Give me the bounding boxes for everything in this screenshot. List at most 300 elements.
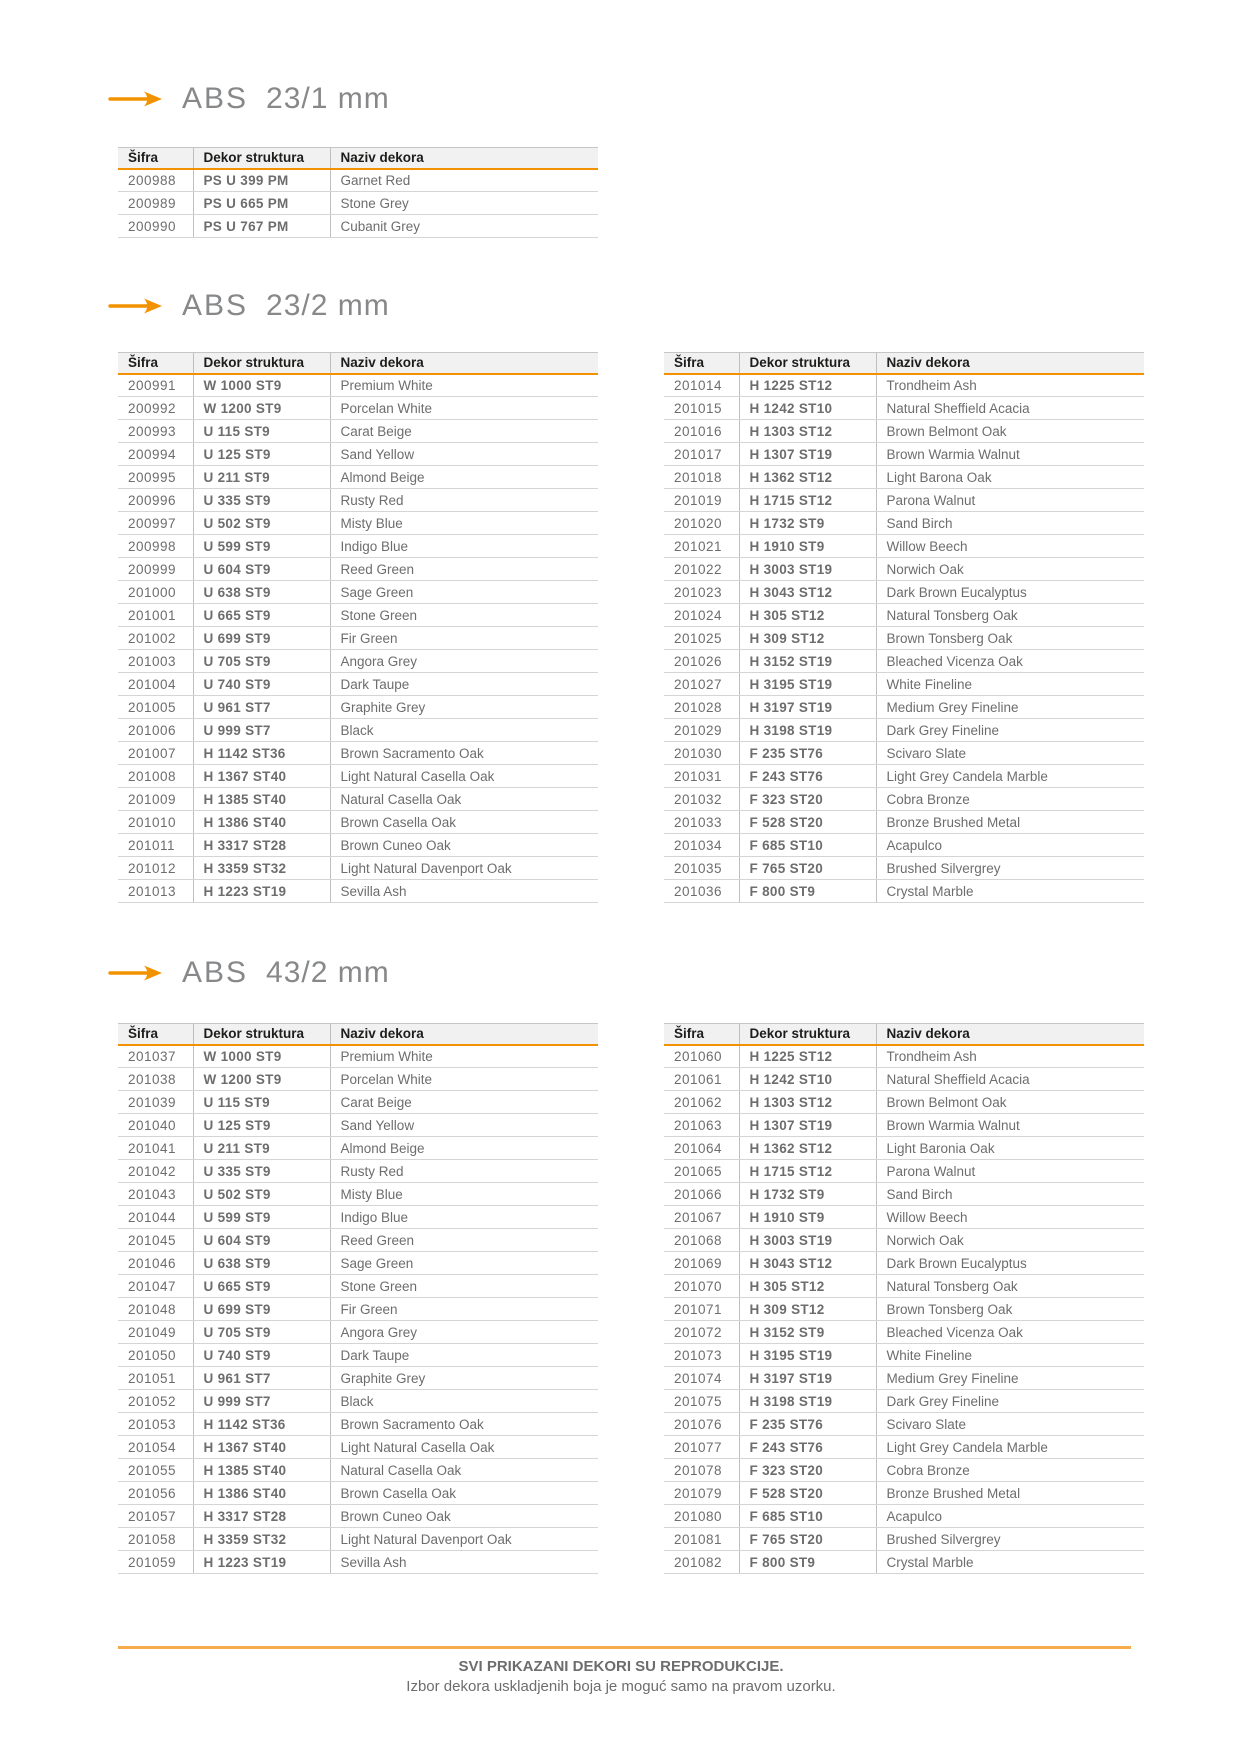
section-abs-43-2-tables [118,1023,1242,1574]
decor-table [664,352,1144,903]
dekor-code-cell: H 1223 ST19 [193,1551,330,1574]
sifra-cell: 201050 [118,1344,193,1367]
sifra-cell: 201001 [118,604,193,627]
dekor-name-cell: Dark Brown Eucalyptus [876,581,1144,604]
sifra-cell: 201020 [664,512,739,535]
sifra-cell: 200991 [118,374,193,397]
table-row [118,1045,598,1068]
dekor-code-cell: H 1715 ST12 [739,1160,876,1183]
section-title-size: 23/1 mm [266,82,390,115]
section-title [182,289,390,323]
dekor-name-cell: Carat Beige [330,420,598,443]
dekor-code-cell: H 305 ST12 [739,604,876,627]
dekor-code-cell: H 3043 ST12 [739,1252,876,1275]
table-row [664,1298,1144,1321]
table-row [664,696,1144,719]
dekor-name-cell: Willow Beech [876,1206,1144,1229]
table-row [118,443,598,466]
table-row [118,535,598,558]
dekor-name-cell: Brown Cuneo Oak [330,834,598,857]
dekor-code-cell: F 528 ST20 [739,811,876,834]
sifra-cell: 201013 [118,880,193,903]
dekor-code-cell: U 961 ST7 [193,696,330,719]
sifra-cell: 201000 [118,581,193,604]
sifra-cell: 201077 [664,1436,739,1459]
sifra-cell: 201039 [118,1091,193,1114]
table-row [664,719,1144,742]
dekor-code-cell: W 1000 ST9 [193,374,330,397]
dekor-name-cell: Light Natural Davenport Oak [330,857,598,880]
dekor-code-cell: H 1715 ST12 [739,489,876,512]
table-row [118,719,598,742]
table-row [664,535,1144,558]
dekor-name-cell: Garnet Red [330,169,598,192]
sifra-cell: 201011 [118,834,193,857]
sifra-cell: 201025 [664,627,739,650]
section-heading-abs-43-2 [108,955,1242,991]
sifra-cell: 201044 [118,1206,193,1229]
sifra-cell: 201018 [664,466,739,489]
dekor-code-cell: F 235 ST76 [739,742,876,765]
column-header-sifra: Šifra [118,353,193,374]
sifra-cell: 201058 [118,1528,193,1551]
sifra-cell: 201005 [118,696,193,719]
dekor-code-cell: H 3317 ST28 [193,834,330,857]
table-row [664,1160,1144,1183]
dekor-name-cell: Porcelan White [330,1068,598,1091]
table-row [664,1137,1144,1160]
table-row [664,420,1144,443]
dekor-name-cell: Brown Casella Oak [330,1482,598,1505]
dekor-code-cell: U 125 ST9 [193,1114,330,1137]
sifra-cell: 201071 [664,1298,739,1321]
dekor-code-cell: H 1242 ST10 [739,397,876,420]
dekor-code-cell: F 243 ST76 [739,1436,876,1459]
dekor-code-cell: H 1362 ST12 [739,1137,876,1160]
dekor-name-cell: Light Natural Casella Oak [330,765,598,788]
table-row [118,169,598,192]
footer-note-bold: SVI PRIKAZANI DEKORI SU REPRODUKCIJE. [458,1658,784,1675]
table-row [664,1114,1144,1137]
dekor-name-cell: Trondheim Ash [876,1045,1144,1068]
dekor-code-cell: F 765 ST20 [739,1528,876,1551]
table-row [664,397,1144,420]
table-row [664,512,1144,535]
table-row [664,1436,1144,1459]
table-header [664,353,1144,374]
table-header [664,1024,1144,1045]
table-row [664,834,1144,857]
dekor-code-cell: W 1200 ST9 [193,397,330,420]
table-row [664,1413,1144,1436]
table-row [664,558,1144,581]
table-row [664,742,1144,765]
sifra-cell: 200993 [118,420,193,443]
sifra-cell: 200998 [118,535,193,558]
dekor-name-cell: Parona Walnut [876,1160,1144,1183]
sifra-cell: 201028 [664,696,739,719]
sifra-cell: 201056 [118,1482,193,1505]
sifra-cell: 201029 [664,719,739,742]
dekor-name-cell: Bronze Brushed Metal [876,811,1144,834]
dekor-code-cell: U 604 ST9 [193,558,330,581]
dekor-name-cell: Light Barona Oak [876,466,1144,489]
sifra-cell: 201042 [118,1160,193,1183]
dekor-name-cell: Misty Blue [330,512,598,535]
dekor-code-cell: PS U 767 PM [193,215,330,238]
dekor-code-cell: H 1385 ST40 [193,788,330,811]
table-row [118,627,598,650]
sifra-cell: 201051 [118,1367,193,1390]
table-row [118,1482,598,1505]
table-row [664,1275,1144,1298]
dekor-code-cell: F 235 ST76 [739,1413,876,1436]
column-header-struktura: Dekor struktura [193,148,330,169]
table-row [664,1344,1144,1367]
sifra-cell: 201059 [118,1551,193,1574]
table-row [118,1390,598,1413]
dekor-name-cell: Norwich Oak [876,1229,1144,1252]
sifra-cell: 200997 [118,512,193,535]
sifra-cell: 201048 [118,1298,193,1321]
dekor-name-cell: Willow Beech [876,535,1144,558]
section-heading-abs-23-2 [108,288,1242,324]
table-row [664,1252,1144,1275]
sifra-cell: 201009 [118,788,193,811]
dekor-name-cell: Natural Casella Oak [330,788,598,811]
dekor-code-cell: H 3043 ST12 [739,581,876,604]
column-header-naziv: Naziv dekora [330,148,598,169]
dekor-name-cell: Acapulco [876,834,1144,857]
dekor-code-cell: F 528 ST20 [739,1482,876,1505]
dekor-name-cell: Brown Belmont Oak [876,420,1144,443]
sifra-cell: 201023 [664,581,739,604]
sifra-cell: 200992 [118,397,193,420]
sifra-cell: 201065 [664,1160,739,1183]
sifra-cell: 201061 [664,1068,739,1091]
dekor-code-cell: H 1385 ST40 [193,1459,330,1482]
dekor-code-cell: H 1142 ST36 [193,742,330,765]
dekor-name-cell: Trondheim Ash [876,374,1144,397]
sifra-cell: 200990 [118,215,193,238]
table-row [664,788,1144,811]
dekor-name-cell: Light Grey Candela Marble [876,1436,1144,1459]
table-row [118,765,598,788]
dekor-code-cell: U 115 ST9 [193,1091,330,1114]
dekor-name-cell: Dark Brown Eucalyptus [876,1252,1144,1275]
table-row [118,1298,598,1321]
sifra-cell: 201016 [664,420,739,443]
sifra-cell: 201026 [664,650,739,673]
sifra-cell: 201055 [118,1459,193,1482]
table-row [664,1505,1144,1528]
sifra-cell: 201079 [664,1482,739,1505]
sifra-cell: 201062 [664,1091,739,1114]
dekor-code-cell: H 1732 ST9 [739,1183,876,1206]
table-row [118,1459,598,1482]
dekor-name-cell: Carat Beige [330,1091,598,1114]
table-row [118,1551,598,1574]
dekor-code-cell: F 323 ST20 [739,1459,876,1482]
sifra-cell: 200995 [118,466,193,489]
sifra-cell: 201066 [664,1183,739,1206]
sifra-cell: 201064 [664,1137,739,1160]
dekor-code-cell: U 705 ST9 [193,1321,330,1344]
sifra-cell: 201010 [118,811,193,834]
sifra-cell: 201033 [664,811,739,834]
column-header-sifra: Šifra [118,1024,193,1045]
dekor-name-cell: Porcelan White [330,397,598,420]
dekor-code-cell: U 502 ST9 [193,512,330,535]
dekor-code-cell: H 1307 ST19 [739,1114,876,1137]
table-row [118,1091,598,1114]
decor-table [664,1023,1144,1574]
table-row [118,1505,598,1528]
section-title [182,956,390,990]
dekor-code-cell: H 3195 ST19 [739,1344,876,1367]
table-body [118,374,598,903]
dekor-name-cell: Brown Belmont Oak [876,1091,1144,1114]
table-row [118,1275,598,1298]
dekor-name-cell: Acapulco [876,1505,1144,1528]
dekor-name-cell: Crystal Marble [876,1551,1144,1574]
sifra-cell: 201072 [664,1321,739,1344]
dekor-name-cell: Scivaro Slate [876,742,1144,765]
sifra-cell: 201057 [118,1505,193,1528]
dekor-name-cell: Premium White [330,1045,598,1068]
sifra-cell: 201081 [664,1528,739,1551]
dekor-code-cell: U 211 ST9 [193,1137,330,1160]
dekor-name-cell: Light Grey Candela Marble [876,765,1144,788]
sifra-cell: 201017 [664,443,739,466]
sifra-cell: 201073 [664,1344,739,1367]
dekor-code-cell: H 1386 ST40 [193,811,330,834]
sifra-cell: 201075 [664,1390,739,1413]
sifra-cell: 201082 [664,1551,739,1574]
dekor-code-cell: F 800 ST9 [739,1551,876,1574]
table-row [118,512,598,535]
dekor-name-cell: Brown Warmia Walnut [876,443,1144,466]
dekor-name-cell: Cobra Bronze [876,1459,1144,1482]
sifra-cell: 201014 [664,374,739,397]
dekor-name-cell: Scivaro Slate [876,1413,1144,1436]
sifra-cell: 201063 [664,1114,739,1137]
dekor-code-cell: H 1225 ST12 [739,374,876,397]
sifra-cell: 201037 [118,1045,193,1068]
dekor-name-cell: Natural Tonsberg Oak [876,1275,1144,1298]
sifra-cell: 201074 [664,1367,739,1390]
dekor-code-cell: U 740 ST9 [193,673,330,696]
column-header-naziv: Naziv dekora [876,1024,1144,1045]
dekor-name-cell: Dark Taupe [330,1344,598,1367]
sifra-cell: 200996 [118,489,193,512]
table-row [664,1068,1144,1091]
section-title-size: 23/2 mm [266,289,390,322]
section-abs-23-2-tables [118,352,1242,903]
dekor-name-cell: Brown Sacramento Oak [330,1413,598,1436]
table-row [118,420,598,443]
table-row [664,627,1144,650]
table-row [664,673,1144,696]
sifra-cell: 201036 [664,880,739,903]
section-abs-23-1-tables [118,147,1242,238]
dekor-code-cell: U 638 ST9 [193,1252,330,1275]
dekor-code-cell: H 305 ST12 [739,1275,876,1298]
dekor-code-cell: H 3197 ST19 [739,1367,876,1390]
dekor-name-cell: Rusty Red [330,489,598,512]
dekor-name-cell: Light Baronia Oak [876,1137,1144,1160]
dekor-code-cell: H 1732 ST9 [739,512,876,535]
column-header-struktura: Dekor struktura [193,353,330,374]
footer-note: Izbor dekora uskladjenih boja je moguć samo na pravom uzorku. [406,1678,836,1695]
section-title-label: ABS [182,956,249,989]
dekor-name-cell: Dark Grey Fineline [876,719,1144,742]
dekor-name-cell: Fir Green [330,627,598,650]
dekor-code-cell: F 765 ST20 [739,857,876,880]
table-row [118,489,598,512]
dekor-name-cell: Angora Grey [330,1321,598,1344]
table-row [664,1390,1144,1413]
footer [0,1646,1242,1695]
dekor-code-cell: U 699 ST9 [193,627,330,650]
table-row [118,1114,598,1137]
dekor-name-cell: Black [330,1390,598,1413]
dekor-name-cell: Brown Tonsberg Oak [876,1298,1144,1321]
sifra-cell: 201045 [118,1229,193,1252]
dekor-code-cell: F 685 ST10 [739,1505,876,1528]
table-row [118,397,598,420]
sifra-cell: 201021 [664,535,739,558]
dekor-name-cell: Sand Birch [876,1183,1144,1206]
sifra-cell: 200989 [118,192,193,215]
table-row [118,1229,598,1252]
dekor-code-cell: H 3003 ST19 [739,1229,876,1252]
dekor-code-cell: F 243 ST76 [739,765,876,788]
dekor-code-cell: PS U 665 PM [193,192,330,215]
dekor-name-cell: Brown Casella Oak [330,811,598,834]
dekor-name-cell: Graphite Grey [330,696,598,719]
dekor-code-cell: H 1386 ST40 [193,1482,330,1505]
column-header-sifra: Šifra [664,353,739,374]
dekor-name-cell: Medium Grey Fineline [876,696,1144,719]
sifra-cell: 201067 [664,1206,739,1229]
sifra-cell: 201027 [664,673,739,696]
table-row [118,215,598,238]
table-header [118,353,598,374]
table-row [118,1344,598,1367]
table-row [118,558,598,581]
dekor-code-cell: H 1910 ST9 [739,535,876,558]
dekor-code-cell: F 800 ST9 [739,880,876,903]
sifra-cell: 201047 [118,1275,193,1298]
section-title-label: ABS [182,289,249,322]
dekor-name-cell: Reed Green [330,1229,598,1252]
dekor-code-cell: U 999 ST7 [193,719,330,742]
dekor-name-cell: Natural Casella Oak [330,1459,598,1482]
sifra-cell: 201046 [118,1252,193,1275]
dekor-code-cell: H 1303 ST12 [739,420,876,443]
table-row [664,1367,1144,1390]
table-row [118,1367,598,1390]
dekor-code-cell: U 125 ST9 [193,443,330,466]
table-row [664,1206,1144,1229]
dekor-name-cell: Sand Yellow [330,443,598,466]
table-row [118,1528,598,1551]
table-row [118,604,598,627]
table-row [664,1482,1144,1505]
dekor-code-cell: H 3003 ST19 [739,558,876,581]
arrow-icon [108,297,166,315]
table-row [664,1551,1144,1574]
dekor-name-cell: Almond Beige [330,1137,598,1160]
sifra-cell: 201031 [664,765,739,788]
decor-table [118,147,598,238]
dekor-code-cell: H 1910 ST9 [739,1206,876,1229]
dekor-name-cell: Dark Taupe [330,673,598,696]
dekor-name-cell: Bleached Vicenza Oak [876,1321,1144,1344]
sifra-cell: 201043 [118,1183,193,1206]
dekor-name-cell: Cobra Bronze [876,788,1144,811]
dekor-code-cell: F 323 ST20 [739,788,876,811]
table-row [664,811,1144,834]
column-header-sifra: Šifra [118,148,193,169]
dekor-code-cell: W 1200 ST9 [193,1068,330,1091]
decor-table [118,1023,598,1574]
dekor-name-cell: Brown Tonsberg Oak [876,627,1144,650]
dekor-code-cell: H 3198 ST19 [739,719,876,742]
table-row [664,1183,1144,1206]
table-row [664,581,1144,604]
dekor-code-cell: H 1242 ST10 [739,1068,876,1091]
dekor-name-cell: Medium Grey Fineline [876,1367,1144,1390]
dekor-name-cell: Sevilla Ash [330,1551,598,1574]
table-row [118,811,598,834]
dekor-name-cell: Indigo Blue [330,1206,598,1229]
table-row [664,857,1144,880]
dekor-name-cell: Reed Green [330,558,598,581]
dekor-name-cell: Natural Sheffield Acacia [876,397,1144,420]
dekor-code-cell: H 1367 ST40 [193,1436,330,1459]
footer-divider [118,1646,1131,1649]
sifra-cell: 201070 [664,1275,739,1298]
dekor-name-cell: Norwich Oak [876,558,1144,581]
dekor-name-cell: Parona Walnut [876,489,1144,512]
dekor-code-cell: U 115 ST9 [193,420,330,443]
dekor-code-cell: U 502 ST9 [193,1183,330,1206]
arrow-icon [108,964,166,982]
dekor-code-cell: H 3195 ST19 [739,673,876,696]
dekor-name-cell: Brown Sacramento Oak [330,742,598,765]
table-row [118,581,598,604]
dekor-name-cell: Sand Yellow [330,1114,598,1137]
dekor-name-cell: Dark Grey Fineline [876,1390,1144,1413]
dekor-code-cell: H 309 ST12 [739,1298,876,1321]
dekor-name-cell: Light Natural Davenport Oak [330,1528,598,1551]
dekor-name-cell: Fir Green [330,1298,598,1321]
dekor-name-cell: Sevilla Ash [330,880,598,903]
table-row [118,1206,598,1229]
dekor-name-cell: Stone Green [330,604,598,627]
dekor-name-cell: Misty Blue [330,1183,598,1206]
dekor-code-cell: H 3197 ST19 [739,696,876,719]
table-row [664,489,1144,512]
sifra-cell: 201030 [664,742,739,765]
table-body [118,1045,598,1574]
dekor-name-cell: Stone Grey [330,192,598,215]
column-header-naziv: Naziv dekora [876,353,1144,374]
sifra-cell: 201040 [118,1114,193,1137]
table-row [664,1321,1144,1344]
